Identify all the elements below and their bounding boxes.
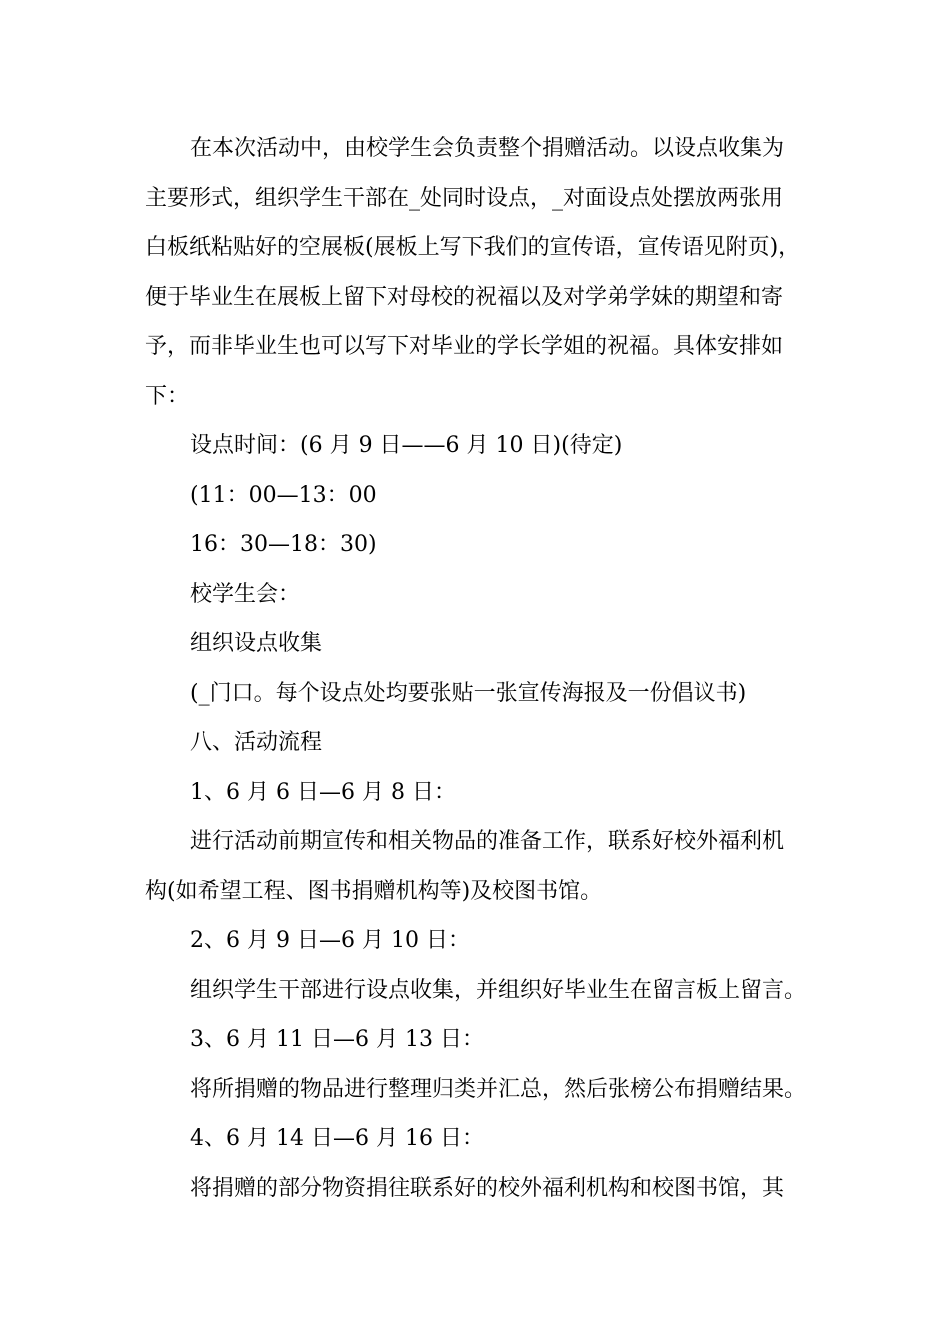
text-line: 便于毕业生在展板上留下对母校的祝福以及对学弟学妹的期望和寄 [145,284,784,310]
step-2-heading: 2、6 月 9 日—6 月 10 日： [190,928,470,953]
section-heading: 八、活动流程 [190,730,323,755]
location-note: (_门口。每个设点处均要张贴一张宣传海报及一份倡议书) [190,680,747,706]
text-line: 主要形式，组织学生干部在_处同时设点，_对面设点处摆放两张用 [145,185,784,211]
text-line: 予，而非毕业生也可以写下对毕业的学长学姐的祝福。具体安排如 [145,334,784,359]
step-3-text: 将所捐赠的物品进行整理归类并汇总，然后张榜公布捐赠结果。 [190,1076,807,1102]
step-3-heading: 3、6 月 11 日—6 月 13 日： [190,1027,484,1052]
text-line: 进行活动前期宣传和相关物品的准备工作，联系好校外福利机 [190,829,785,854]
schedule-morning-line: (11：00—13：00 [190,482,377,508]
step-1-heading: 1、6 月 6 日—6 月 8 日： [190,779,456,805]
step-4-text: 将捐赠的部分物资捐往联系好的校外福利机构和校图书馆，其 [190,1175,785,1201]
text-line: 在本次活动中，由校学生会负责整个捐赠活动。以设点收集为 [190,136,785,161]
document-body [145,124,827,1213]
schedule-time-line: 设点时间：(6 月 9 日——6 月 10 日)(待定) [190,433,623,458]
step-2-text: 组织学生干部进行设点收集，并组织好毕业生在留言板上留言。 [190,977,807,1003]
text-line: 构(如希望工程、图书捐赠机构等)及校图书馆。 [145,878,603,904]
paragraph-arrangement [145,124,827,421]
organizer-label: 校学生会： [190,581,301,607]
step-1-paragraph [145,817,827,916]
organizer-task: 组织设点收集 [190,631,323,656]
text-line: 下： [145,383,190,409]
schedule-afternoon-line: 16：30—18：30) [190,532,377,557]
text-line: 白板纸粘贴好的空展板(展板上写下我们的宣传语，宣传语见附页)， [145,235,801,260]
step-4-heading: 4、6 月 14 日—6 月 16 日： [190,1126,484,1151]
